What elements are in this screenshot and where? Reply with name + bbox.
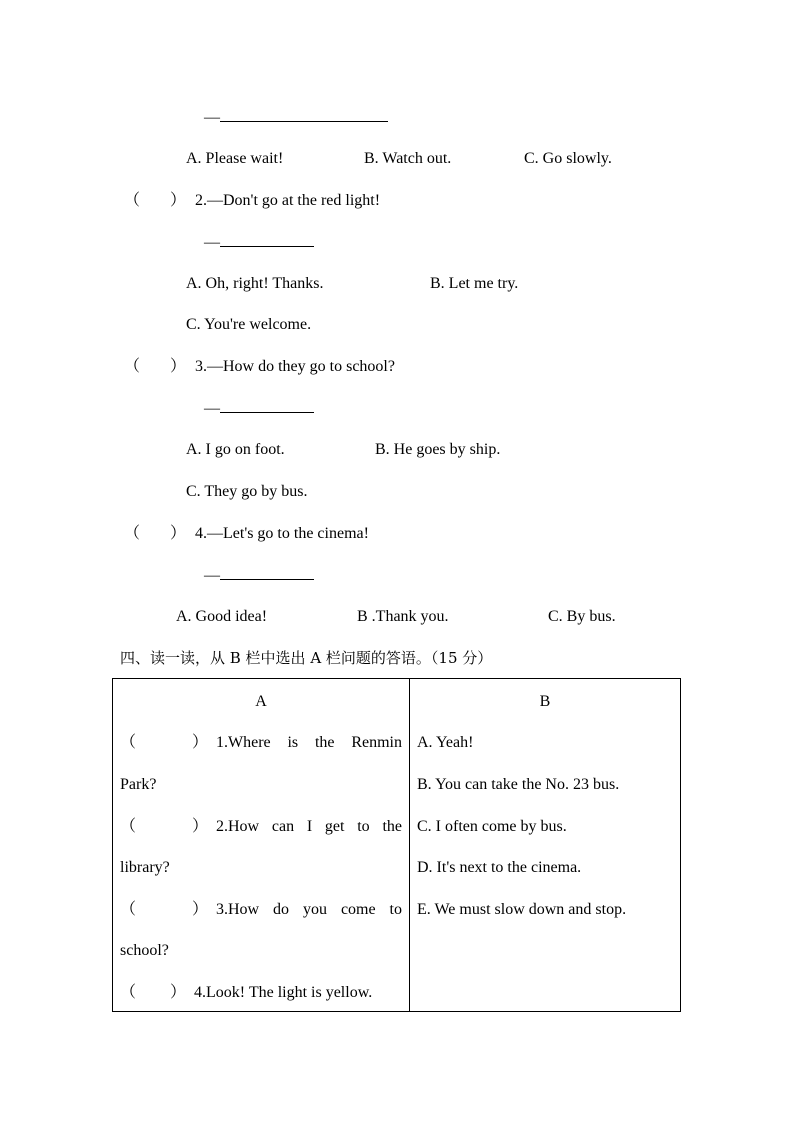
matching-table xyxy=(112,678,681,1012)
a-item-3-question: 3.How do you come to xyxy=(216,901,402,918)
q3-dash: — xyxy=(204,400,220,417)
q2-option-c: C. You're welcome. xyxy=(186,316,312,333)
column-b xyxy=(410,679,681,1012)
q1-option-c: C. Go slowly. xyxy=(524,150,612,167)
a-item-3-paren-close[interactable]: ） xyxy=(192,901,209,918)
q4-question: 4.—Let's go to the cinema! xyxy=(195,525,369,542)
a-item-1-question: 1.Where is the Renmin xyxy=(216,734,402,751)
q3-option-b: B. He goes by ship. xyxy=(375,441,501,458)
q1-answer-line xyxy=(204,108,388,128)
q2-option-b: B. Let me try. xyxy=(430,275,519,292)
q1-option-a: A. Please wait! xyxy=(186,150,284,167)
a-item-4-paren-open[interactable]: （ xyxy=(120,984,137,1001)
a-item-4-question: 4.Look! The light is yellow. xyxy=(194,984,373,1001)
a-item-1-paren-close[interactable]: ） xyxy=(192,734,209,751)
a-item-2-paren-open[interactable]: （ xyxy=(120,818,137,835)
a-item-4 xyxy=(120,983,402,1003)
a-item-4-paren-close[interactable]: ） xyxy=(170,984,187,1001)
q3-answer-line xyxy=(204,399,314,419)
q1-option-b: B. Watch out. xyxy=(364,150,452,167)
column-a-header: A xyxy=(255,693,267,710)
q2-option-a: A. Oh, right! Thanks. xyxy=(186,275,324,292)
q2-answer-line xyxy=(204,233,314,253)
q2-question: 2.—Don't go at the red light! xyxy=(195,192,381,209)
q2-answer-blank[interactable] xyxy=(220,236,314,247)
q4-option-c: C. By bus. xyxy=(548,608,616,625)
a-item-3 xyxy=(120,900,402,920)
section-4-title: 四、读一读，从 B 栏中选出 A 栏问题的答语。（15 分） xyxy=(120,649,493,667)
a-item-2-wrap: library? xyxy=(120,859,170,876)
q4-answer-line xyxy=(204,566,314,586)
b-item-a: A. Yeah! xyxy=(417,734,474,751)
q4-answer-blank[interactable] xyxy=(220,569,314,580)
a-item-1-paren-open[interactable]: （ xyxy=(120,734,137,751)
q2-dash: — xyxy=(204,234,220,251)
q3-paren[interactable]: （ ） xyxy=(124,358,187,375)
a-item-2-question: 2.How can I get to the xyxy=(216,818,402,835)
q3-answer-blank[interactable] xyxy=(220,402,314,413)
b-item-c: C. I often come by bus. xyxy=(417,818,567,835)
q3-option-c: C. They go by bus. xyxy=(186,483,308,500)
q4-dash: — xyxy=(204,567,220,584)
column-b-header: B xyxy=(539,693,551,710)
q1-dash: — xyxy=(204,109,220,126)
a-item-1 xyxy=(120,733,402,753)
q1-answer-blank[interactable] xyxy=(220,111,388,122)
q4-paren[interactable]: （ ） xyxy=(124,525,187,542)
a-item-1-wrap: Park? xyxy=(120,776,157,793)
a-item-2-paren-close[interactable]: ） xyxy=(192,818,209,835)
b-item-b: B. You can take the No. 23 bus. xyxy=(417,776,620,793)
a-item-2 xyxy=(120,817,402,837)
b-item-d: D. It's next to the cinema. xyxy=(417,859,582,876)
q4-option-a: A. Good idea! xyxy=(176,608,268,625)
b-item-e: E. We must slow down and stop. xyxy=(417,901,627,918)
q3-question: 3.—How do they go to school? xyxy=(195,358,395,375)
q2-paren[interactable]: （ ） xyxy=(124,192,187,209)
a-item-3-wrap: school? xyxy=(120,942,169,959)
column-a xyxy=(113,679,410,1012)
q4-option-b: B .Thank you. xyxy=(357,608,449,625)
a-item-3-paren-open[interactable]: （ xyxy=(120,901,137,918)
q3-option-a: A. I go on foot. xyxy=(186,441,285,458)
